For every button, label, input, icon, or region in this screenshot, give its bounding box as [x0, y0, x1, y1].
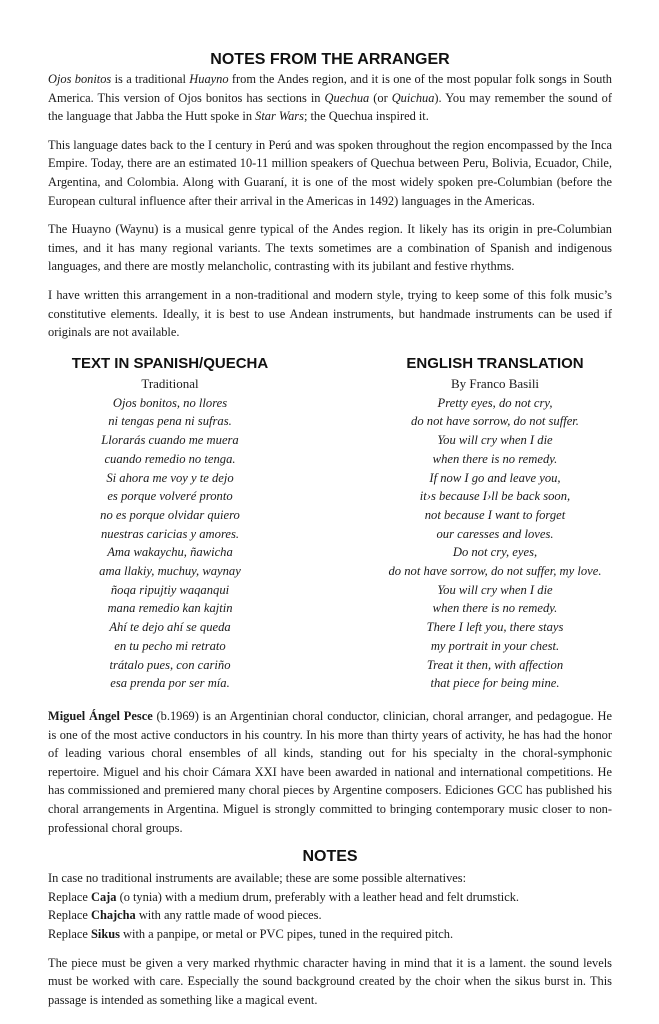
spanish-line: Si ahora me voy y te dejo	[106, 470, 234, 485]
spanish-text-column	[50, 354, 290, 693]
english-line: Pretty eyes, do not cry,	[437, 395, 553, 410]
instrument-name: Caja	[91, 889, 117, 904]
english-line: my portrait in your chest.	[430, 638, 560, 653]
notes-replace-item: Replace Sikus with a panpipe, or metal or PVC pipes, tuned in the required pitch.	[48, 926, 454, 941]
english-line: when there is no remedy.	[432, 601, 558, 616]
title-ojos-bonitos: Ojos bonitos	[48, 72, 112, 86]
english-line: that piece for being mine.	[430, 676, 560, 691]
spanish-line: nuestras caricias y amores.	[100, 526, 240, 541]
arranger-notes-paragraph-2: This language dates back to the I century in Perú and was spoken throughout the region encompassed by the Inca Empire. Today, there are an estimated 10-11 million speakers of Quechua between Peru, Bolivia, Ecuador, Chile, Argentina, and Colombia. Along with Guaraní, it is one of the most widely spoken pre-Columbian (before the European cultural influence after their arrival in the Americas in 1492) languages in the Americas.	[48, 137, 612, 208]
english-text-column	[375, 354, 615, 693]
spanish-line: cuando remedio no tenga.	[104, 451, 236, 466]
spanish-line: es porque volveré pronto	[107, 489, 233, 504]
english-line: it›s because I›ll be back soon,	[419, 489, 571, 504]
lyrics-columns	[48, 354, 612, 693]
arranger-notes-paragraph-1: Ojos bonitos is a traditional Huayno from the Andes region, and it is one of the most popular folk songs in South America. This version of Ojos bonitos has sections in Quechua (or Quichua). You may remember the sound of the language that Jabba the Hutt spoke in Star Wars; the Quechua inspired it.	[48, 72, 612, 124]
spanish-line: Ama wakaychu, ñawicha	[107, 545, 233, 560]
spanish-line: trátalo pues, con cariño	[109, 657, 231, 672]
english-line: You will cry when I die	[437, 433, 553, 448]
spanish-verse	[50, 394, 290, 693]
arranger-bio-text: (b.1969) is an Argentinian choral conductor, clinician, choral arranger, and pedagogue. He is one of the most active conductors in his country. In his more than thirty years of activity, he has had the honor of leading various choral ensembles of all kinds, standing out for his specialty in the choral-symphonic repertoire. Miguel and his choir Cámara XXI have been awarded in national and international competitions. He has commissioned and premiered many choral pieces by Argentine composers. Ediciones GCC has published his choral arrangements in Argentina. Miguel is strongly committed to bringing contemporary music closer to non-professional choral groups.	[48, 708, 613, 835]
english-line: Do not cry, eyes,	[452, 545, 538, 560]
english-line: do not have sorrow, do not suffer.	[411, 414, 579, 429]
notes-replace-item: Replace Chajcha with any rattle made of wood pieces.	[48, 908, 322, 923]
arranger-notes-heading: NOTES FROM THE ARRANGER	[210, 51, 450, 68]
notes-intro: In case no traditional instruments are available; these are some possible alternatives:	[48, 871, 467, 886]
arranger-bio	[48, 707, 612, 837]
english-line: not because I want to forget	[424, 507, 566, 522]
english-line: You will cry when I die	[437, 582, 553, 597]
english-text-byline: By Franco Basili	[450, 375, 540, 391]
english-line: There I left you, there stays	[426, 620, 564, 635]
spanish-line: Ojos bonitos, no llores	[112, 395, 228, 410]
english-verse	[375, 394, 615, 693]
english-line: Treat it then, with affection	[426, 657, 564, 672]
english-line: our caresses and loves.	[436, 526, 554, 541]
english-line: when there is no remedy.	[432, 451, 558, 466]
spanish-line: Ahí te dejo ahí se queda	[109, 620, 231, 635]
english-text-heading: ENGLISH TRANSLATION	[406, 354, 584, 372]
spanish-text-heading: TEXT IN SPANISH/QUECHA	[71, 354, 269, 372]
english-line: If now I go and leave you,	[429, 470, 561, 485]
spanish-line: ama llakiy, muchuy, waynay	[99, 564, 241, 579]
english-line: do not have sorrow, do not suffer, my love.	[388, 564, 602, 579]
spanish-line: Llorarás cuando me muera	[101, 433, 239, 448]
spanish-text-byline: Traditional	[141, 375, 199, 391]
arranger-notes-paragraph-4: I have written this arrangement in a non-traditional and modern style, trying to keep some of this folk music’s constitutive elements. Ideally, it is best to use Andean instruments, but handmade instruments can be used if originals are not available.	[48, 287, 612, 340]
instrument-name: Sikus	[91, 926, 120, 941]
notes-replace-item: Replace Caja (o tynia) with a medium drum, preferably with a leather head and felt drumstick.	[48, 889, 520, 904]
spanish-line: mana remedio kan kajtin	[107, 601, 233, 616]
page-content	[48, 50, 612, 1019]
instrument-name: Chajcha	[91, 908, 136, 923]
arranger-notes-paragraph-3: The Huayno (Waynu) is a musical genre typical of the Andes region. It likely has its origin in pre-Columbian times, and it has many regional variants. The texts sometimes are a combination of Spanish and indigenous languages, and there are mostly melancholic, contrasting with its jubilant and festive rhythms.	[48, 222, 612, 274]
spanish-line: ni tengas pena ni sufras.	[108, 414, 232, 429]
spanish-line: en tu pecho mi retrato	[114, 638, 226, 653]
notes-closing-paragraph: The piece must be given a very marked rhythmic character having in mind that it is a lament. the sound levels must be worked with care. Especially the sound background created by the choir when the sikus burst in. This passage is intended as something like a magical event.	[48, 955, 612, 1007]
spanish-line: esa prenda por ser mía.	[110, 676, 230, 691]
spanish-line: no es porque olvidar quiero	[100, 507, 240, 522]
notes-heading: NOTES	[302, 848, 358, 866]
spanish-line: ñoqa ripujtiy waqanqui	[110, 582, 230, 597]
arranger-name: Miguel Ángel Pesce	[48, 708, 153, 723]
